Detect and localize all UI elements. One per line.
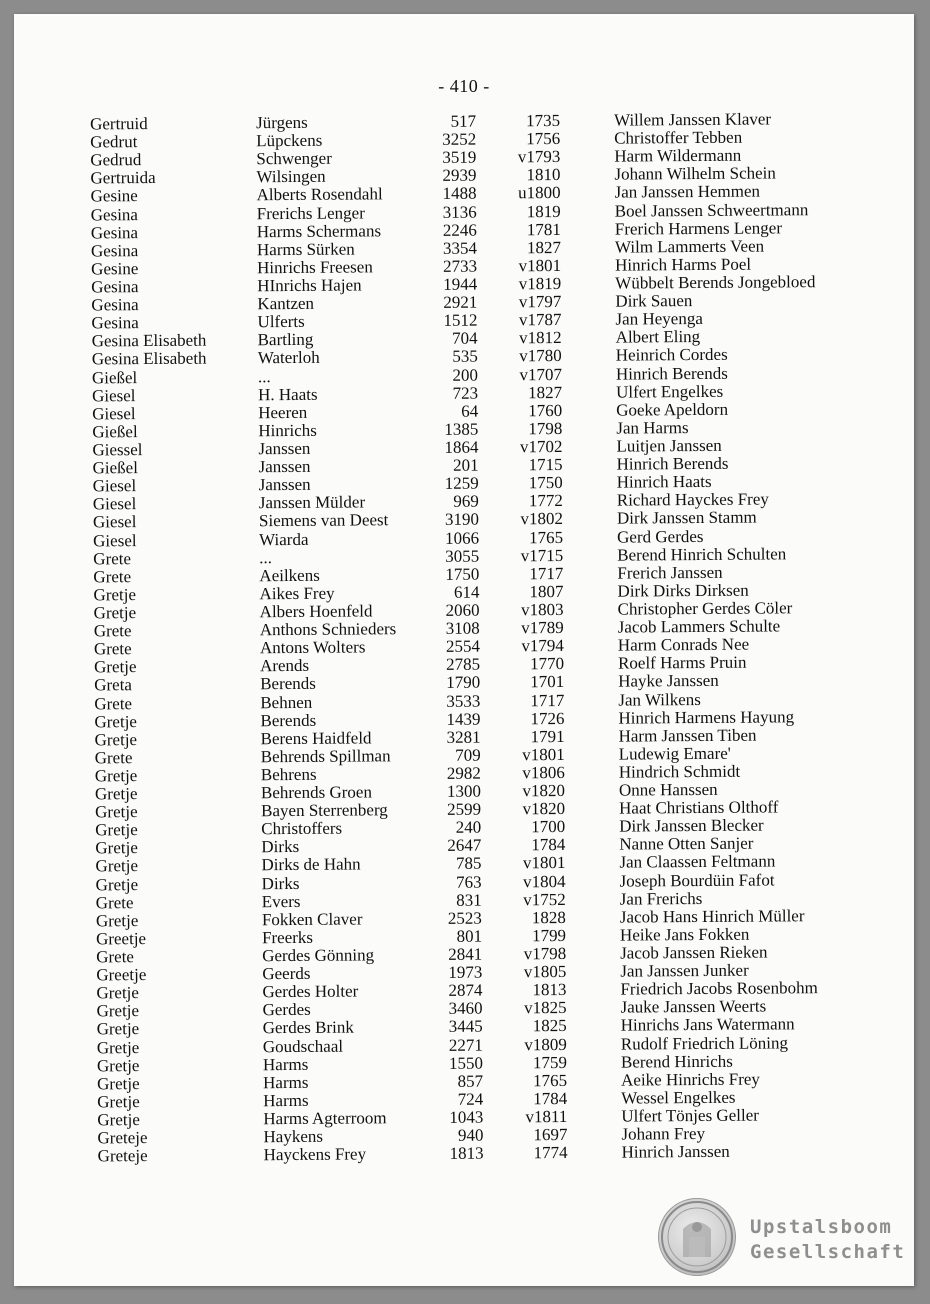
spouse-cell: Christoffer Tebben [614,127,743,148]
surname-cell: Hinrichs [258,420,317,441]
first-name-cell: Greteje [97,1128,148,1148]
record-number-cell: 2271 [448,1035,483,1055]
record-number-cell: 857 [457,1071,484,1091]
record-number-cell: 2554 [445,636,480,657]
year-cell: v1752 [523,889,566,909]
year-cell: 1715 [528,455,563,475]
record-number-cell: 801 [456,926,483,946]
surname-cell: Berends [260,710,317,730]
first-name-cell: Gesina Elisabeth [91,330,207,351]
year-cell: v1806 [522,762,565,783]
first-name-cell: Giesel [93,530,137,550]
surname-cell: Freerks [261,927,314,948]
surname-cell: Harms [262,1054,309,1074]
record-number-cell: 2841 [448,944,483,964]
record-number-cell: 3136 [442,202,477,222]
record-number-cell: 969 [453,491,479,512]
surname-cell: Harms [263,1090,309,1111]
spouse-cell: Wübbelt Berends Jongebloed [615,272,816,293]
surname-cell: Haykens [263,1126,324,1147]
first-name-cell: Gesina [91,277,139,297]
first-name-cell: Gretje [97,1073,140,1094]
surname-cell: Evers [261,891,301,911]
year-cell: v1820 [522,799,566,819]
year-cell: 1700 [531,817,566,837]
year-cell: v1802 [520,509,564,529]
record-number-cell: 1300 [446,781,482,801]
first-name-cell: Gießel [92,421,138,442]
year-cell: v1804 [523,871,566,891]
first-name-cell: Gesine [91,258,139,279]
spouse-cell: Hinrich Harms Poel [615,254,752,275]
first-name-cell: Giesel [92,403,136,424]
year-cell: v1797 [518,292,562,312]
first-name-cell: Gretje [93,657,137,677]
record-number-cell: 1864 [444,437,479,457]
surname-cell: Berens Haidfeld [260,728,372,748]
surname-cell: Janssen [258,456,311,477]
spouse-cell: Dirk Dirks Dirksen [617,580,749,601]
first-name-cell: Gretje [97,1110,140,1130]
surname-cell: Alberts Rosendahl [256,184,383,205]
register-table [14,109,922,1166]
spouse-cell: Harm Wildermann [614,145,742,166]
surname-cell: Bartling [257,330,314,350]
record-number-cell: 2733 [443,256,478,276]
record-number-cell: 2785 [445,654,481,675]
first-name-cell: Gesina [90,240,139,261]
surname-cell: Gerdes Holter [262,981,359,1002]
record-number-cell: 2599 [447,799,482,819]
spouse-cell: Jauke Janssen Weerts [620,996,767,1017]
year-cell: v1789 [521,618,564,638]
spouse-cell: Jan Janssen Junker [620,960,749,981]
spouse-cell: Frerich Janssen [617,562,723,583]
first-name-cell: Giessel [92,440,143,460]
spouse-cell: Nanne Otten Sanjer [619,833,754,854]
record-number-cell: 3190 [444,510,480,530]
year-cell: 1828 [531,907,566,928]
spouse-cell: Goeke Apeldorn [616,399,729,420]
first-name-cell: Gretje [94,784,138,804]
year-cell: v1715 [520,545,564,565]
record-number-cell: 1973 [448,962,483,982]
year-cell: 1807 [529,581,564,602]
watermark-line-2: Gesellschaft [750,1241,906,1263]
year-cell: 1810 [526,165,561,185]
record-number-cell: 614 [453,582,480,602]
record-number-cell: 3281 [446,727,481,747]
year-cell: v1702 [519,436,563,457]
first-name-cell: Grete [95,892,134,913]
record-number-cell: 785 [455,854,482,874]
record-number-cell: 831 [456,890,482,910]
surname-cell: H. Haats [257,384,318,404]
year-cell: 1784 [533,1088,568,1109]
surname-cell: Heeren [258,402,308,422]
year-cell: 1726 [530,708,565,728]
year-cell: v1801 [518,255,562,276]
spouse-cell: Hinrich Harmens Hayung [618,706,795,728]
surname-cell: Ulferts [257,312,305,332]
surname-cell: Lüpckens [256,130,323,151]
first-name-cell: Gertruida [90,168,156,188]
surname-cell: Waterloh [257,348,320,368]
spouse-cell: Wessel Engelkes [621,1087,736,1108]
year-cell: v1820 [522,781,566,801]
record-number-cell: 2647 [447,835,482,856]
year-cell: 1825 [532,1016,567,1036]
year-cell: 1717 [529,563,564,583]
year-cell: 1798 [528,418,563,439]
page-number: - 410 - [438,76,490,96]
first-name-cell: Greetje [95,928,147,949]
first-name-cell: Gretje [95,910,139,931]
surname-cell: Behrens [260,764,317,785]
year-cell: 1774 [533,1143,568,1163]
record-number-cell: 2982 [446,763,481,783]
surname-cell: Jürgens [255,112,308,133]
spouse-cell: Roelf Harms Pruin [617,652,747,673]
record-number-cell: 1259 [444,473,479,494]
year-cell: v1819 [518,273,562,294]
first-name-cell: Gretje [93,584,137,605]
year-cell: v1787 [518,310,562,330]
record-number-cell: 2939 [442,165,477,186]
first-name-cell: Gretje [95,802,138,822]
year-cell: 1735 [525,110,561,131]
record-number-cell: 2246 [442,220,477,240]
watermark-line-1: Upstalsboom [750,1216,893,1238]
surname-cell: Christoffers [261,818,343,839]
year-cell: 1770 [529,654,565,674]
spouse-cell: Jan Wilkens [618,689,701,710]
spouse-cell: Gerd Gerdes [617,526,704,547]
year-cell: 1697 [533,1125,568,1145]
spouse-cell: Heinrich Cordes [615,345,728,366]
first-name-cell: Gretje [94,729,138,750]
record-number-cell: 1813 [449,1143,484,1164]
surname-cell: Arends [259,656,310,676]
year-cell: 1756 [526,129,561,149]
spouse-cell: Ulfert Engelkes [615,381,724,402]
spouse-cell: Berend Hinrichs [620,1051,733,1072]
first-name-cell: Gedrud [90,150,142,170]
record-number-cell: 1385 [444,419,479,439]
record-number-cell: 2060 [445,600,480,620]
first-name-cell: Giesel [92,494,137,514]
surname-cell: Anthons Schnieders [259,619,397,640]
year-cell: v1794 [521,636,564,656]
surname-cell: Janssen Mülder [258,492,366,513]
year-cell: v1801 [522,744,565,765]
year-cell: 1717 [530,690,565,710]
spouse-cell: Dirk Janssen Blecker [619,815,764,836]
first-name-cell: Gretje [95,856,139,876]
year-cell: 1791 [530,726,565,746]
first-name-cell: Gretje [96,1055,140,1076]
surname-cell: Dirks [261,837,300,857]
year-cell: 1759 [532,1052,568,1072]
surname-cell: Schwenger [256,148,332,169]
first-name-cell: Gedrut [90,132,138,152]
first-name-cell: Gretje [96,1001,140,1021]
spouse-cell: Hindrich Schmidt [618,761,741,782]
surname-cell: Gerdes [262,1000,311,1020]
year-cell: 1760 [528,400,563,420]
spouse-cell: Hinrich Janssen [621,1142,730,1162]
surname-cell: Frerichs Lenger [256,202,365,223]
surname-cell: Harms Agterroom [263,1108,387,1129]
spouse-cell: Berend Hinrich Schulten [617,543,787,565]
surname-cell: Siemens van Deest [258,510,389,531]
surname-cell: Hayckens Frey [263,1144,367,1165]
first-name-cell: Gesina [91,295,139,315]
first-name-cell: Grete [94,747,133,768]
surname-cell: Dirks de Hahn [261,854,361,875]
first-name-cell: Greteje [97,1146,148,1166]
spouse-cell: Hinrich Berends [616,453,729,474]
year-cell: 1781 [526,219,561,239]
spouse-cell: Willem Janssen Klaver [613,109,772,130]
first-name-cell: Giesel [92,512,137,532]
year-cell: 1827 [526,237,562,258]
first-name-cell: Gretje [96,983,139,1003]
record-number-cell: 1439 [446,709,481,729]
document-page [14,14,914,1286]
year-cell: 1784 [531,835,566,855]
surname-cell: Harms Schermans [256,220,382,241]
spouse-cell: Jan Frerichs [619,888,703,909]
surname-cell: Aeilkens [259,565,320,585]
surname-cell: Fokken Claver [261,909,363,930]
record-number-cell: 940 [457,1125,484,1145]
year-cell: 1765 [533,1070,568,1091]
surname-cell: ... [257,366,271,386]
first-name-cell: Gesina [90,222,139,243]
spouse-cell: Aeike Hinrichs Frey [621,1069,760,1090]
first-name-cell: Grete [94,693,133,713]
surname-cell: Gerdes Gönning [262,945,375,966]
record-number-cell: 724 [457,1089,484,1109]
year-cell: v1825 [523,998,567,1018]
year-cell: 1799 [531,925,567,946]
first-name-cell: Giesel [91,385,136,406]
first-name-cell: Grete [93,566,132,587]
year-cell: 1765 [529,527,564,547]
year-cell: v1780 [519,346,562,366]
year-cell: v1707 [519,364,562,384]
spouse-cell: Jan Claassen Feltmann [619,851,776,873]
surname-cell: Geerds [262,963,311,984]
year-cell: v1812 [519,328,562,348]
record-number-cell: 3460 [448,998,483,1019]
spouse-cell: Rudolf Friedrich Löning [620,1032,789,1054]
surname-cell: Aikes Frey [259,583,335,604]
spouse-cell: Harm Conrads Nee [617,634,750,655]
first-name-cell: Gretje [97,1092,140,1112]
first-name-cell: Grete [93,621,132,641]
year-cell: v1801 [522,853,566,873]
surname-cell: Harms [263,1072,309,1092]
record-number-cell: 1750 [445,564,480,584]
record-number-cell: 723 [452,383,479,403]
spouse-cell: Luitjen Janssen [616,435,722,456]
spouse-cell: Wilm Lammerts Veen [614,236,765,257]
record-number-cell: 1790 [446,672,481,693]
surname-cell: Dirks [261,873,300,893]
surname-cell: Janssen [258,438,311,459]
year-cell: v1803 [521,599,564,620]
spouse-cell: Dirk Sauen [615,291,693,311]
record-number-cell: 3445 [448,1017,483,1037]
surname-cell: Behnen [260,692,313,712]
year-cell: v1805 [523,962,567,982]
record-number-cell: 535 [452,347,478,367]
spouse-cell: Richard Hayckes Frey [616,489,769,510]
year-cell: 1772 [528,491,563,511]
spouse-cell: Jan Heyenga [615,309,703,329]
record-number-cell: 3533 [446,691,481,711]
spouse-cell: Albert Eling [615,327,701,347]
record-number-cell: 2874 [448,980,483,1001]
surname-cell: Behrends Groen [260,782,372,803]
year-cell: v1809 [524,1034,567,1054]
first-name-cell: Greta [94,675,133,695]
record-number-cell: 64 [461,401,479,421]
spouse-cell: Frerich Harmens Lenger [614,218,783,239]
record-number-cell: 200 [452,365,478,385]
surname-cell: Hinrichs Freesen [257,257,373,278]
record-number-cell: 3252 [442,129,477,149]
first-name-cell: Gertruid [89,114,148,134]
first-name-cell: Grete [93,639,132,659]
surname-cell: Kantzen [257,293,315,314]
spouse-cell: Ludewig Emare' [618,743,731,764]
first-name-cell: Gretje [95,838,138,858]
record-number-cell: 201 [453,455,479,475]
first-name-cell: Gießel [91,367,138,387]
spouse-cell: Ulfert Tönjes Geller [621,1105,759,1126]
spouse-cell: Boel Janssen Schweertmann [614,199,809,221]
spouse-cell: Hinrich Haats [616,472,712,492]
surname-cell: Wiarda [259,529,309,549]
first-name-cell: Gesina [90,204,139,224]
year-cell: 1827 [527,382,563,402]
year-cell: 1701 [530,672,565,692]
spouse-cell: Jan Janssen Hemmen [614,181,761,203]
record-number-cell: 2523 [447,908,482,928]
surname-cell: Behrends Spillman [260,746,391,767]
first-name-cell: Gretje [95,820,138,840]
year-cell: v1811 [525,1106,568,1127]
spouse-cell: Hinrich Berends [615,363,728,384]
record-number-cell: 1944 [443,274,478,294]
record-number-cell: 2921 [443,292,478,312]
first-name-cell: Gretje [94,711,137,732]
spouse-cell: Johann Frey [621,1124,706,1144]
surname-cell: Harms Sürken [256,239,355,259]
spouse-cell: Christopher Gerdes Cöler [617,598,793,619]
surname-cell: Goudschaal [262,1036,344,1056]
record-number-cell: 3354 [442,238,478,258]
surname-cell: Antons Wolters [259,637,366,658]
first-name-cell: Gretje [96,1037,140,1057]
spouse-cell: Friedrich Jacobs Rosenbohm [620,978,818,999]
spouse-cell: Haat Christians Olthoff [619,797,779,818]
surname-cell: Janssen [258,475,311,495]
spouse-cell: Hinrichs Jans Watermann [620,1014,795,1036]
record-number-cell: 3519 [442,147,477,168]
spouse-cell: Johann Wilhelm Schein [614,163,776,184]
first-name-cell: Gretje [93,603,137,623]
first-name-cell: Greetje [96,965,147,985]
spouse-cell: Harm Janssen Tiben [618,725,757,746]
surname-cell: ... [259,547,273,567]
society-seal-icon [658,1198,736,1276]
record-number-cell: 1512 [443,310,478,331]
first-name-cell: Grete [93,548,132,569]
first-name-cell: Gesina Elisabeth [91,349,207,369]
spouse-cell: Jacob Hans Hinrich Müller [619,906,805,927]
spouse-cell: Onne Hanssen [618,779,718,800]
spouse-cell: Joseph Bourdüin Fafot [619,870,775,891]
first-name-cell: Gesina [91,313,139,333]
spouse-cell: Jan Harms [616,417,689,438]
record-number-cell: 763 [456,872,482,892]
year-cell: 1819 [526,201,561,221]
record-number-cell: 1488 [442,184,477,204]
spouse-cell: Heike Jans Fokken [619,924,750,945]
first-name-cell: Grete [96,947,135,967]
record-number-cell: 3055 [445,546,480,566]
spouse-cell: Hayke Janssen [618,671,719,691]
record-number-cell: 3108 [445,618,480,638]
spouse-cell: Dirk Janssen Stamm [616,507,757,528]
surname-cell: Berends [260,674,316,694]
first-name-cell: Gretje [95,874,139,895]
record-number-cell: 1043 [449,1107,484,1127]
surname-cell: Bayen Sterrenberg [261,800,388,821]
spouse-cell: Jacob Janssen Rieken [620,942,768,963]
surname-cell: HInrichs Hajen [257,275,362,296]
record-number-cell: 709 [455,745,481,765]
record-number-cell: 1550 [448,1053,484,1073]
watermark [750,1215,905,1265]
record-number-cell: 1066 [445,528,480,548]
first-name-cell: Gesine [90,186,138,206]
year-cell: u1800 [518,183,561,203]
record-number-cell: 517 [450,111,477,131]
first-name-cell: Gretje [96,1019,140,1039]
year-cell: v1793 [517,147,561,167]
surname-cell: Wilsingen [256,167,326,187]
surname-cell: Gerdes Brink [262,1018,354,1038]
spouse-cell: Jacob Lammers Schulte [617,616,781,637]
first-name-cell: Gießel [92,458,138,478]
year-cell: 1750 [528,473,563,493]
first-name-cell: Gretje [94,766,138,786]
record-number-cell: 240 [455,817,482,838]
year-cell: 1813 [532,980,567,1000]
year-cell: v1798 [523,944,567,964]
surname-cell: Albers Hoenfeld [259,601,373,622]
first-name-cell: Giesel [92,476,137,496]
record-number-cell: 704 [452,328,478,349]
